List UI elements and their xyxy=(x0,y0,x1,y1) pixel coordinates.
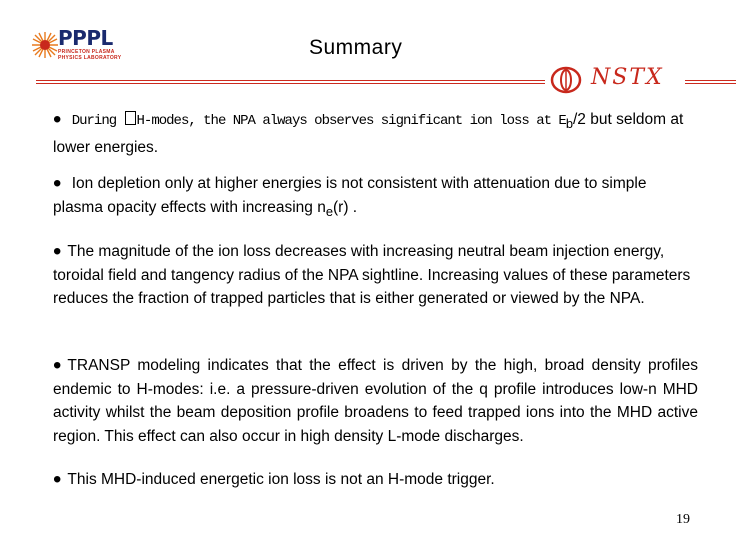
bullet-2-text: Ion depletion only at higher energies is not consistent with attenuation due to simple plasma opacity effects with increasing n xyxy=(53,175,647,216)
bullet-item-2 xyxy=(53,172,698,223)
pppl-logo-subtext-1: PRINCETON PLASMA xyxy=(58,49,115,55)
bullet-1-text-suffix: /2 but seldom at lower energies. xyxy=(53,111,684,156)
nstx-logo-text: NSTX xyxy=(591,65,664,90)
bullet-2-subscript: e xyxy=(325,203,334,219)
missing-glyph-icon xyxy=(125,111,136,125)
nstx-emblem-icon xyxy=(549,65,583,95)
bullet-item-1 xyxy=(53,108,698,159)
pppl-logo-text: PPPL xyxy=(58,26,113,50)
starburst-icon xyxy=(30,30,60,60)
bullet-dot: • xyxy=(53,466,62,493)
bullet-item-4 xyxy=(53,354,698,448)
bullet-2-text-suffix: (r) . xyxy=(333,198,358,216)
bullet-4-text: TRANSP modeling indicates that the effect is driven by the high, broad density profiles endemic to H-modes: i.e. a pressure-driven evolution of the q profile introduces low-n MHD activity whilst the beam deposition profile broadens to feed trapped ions into the MHD active region. This effect can also occur in high density L-mode discharges. xyxy=(53,357,698,445)
bullet-dot: • xyxy=(53,352,62,379)
bullet-dot: • xyxy=(53,170,62,197)
bullet-1-subscript: b xyxy=(565,116,573,132)
bullet-item-5 xyxy=(53,468,698,492)
bullet-5-text: This MHD-induced energetic ion loss is not an H-mode trigger. xyxy=(67,471,495,488)
slide-title: Summary xyxy=(309,36,403,59)
bullet-1-text-main: H-modes, the NPA always observes significant ion loss at E xyxy=(136,113,566,129)
pppl-logo-subtext-2: PHYSICS LABORATORY xyxy=(58,55,122,61)
bullet-3-text: The magnitude of the ion loss decreases with increasing neutral beam injection energy, toroidal field and tangency radius of the NPA sightline. Increasing values of these parameters reduces the fraction of trapped particles that is either generated or viewed by the NPA. xyxy=(53,243,691,307)
pppl-logo xyxy=(30,24,130,66)
bullet-1-text-prefix: During xyxy=(71,113,124,129)
bullet-dot: • xyxy=(53,106,62,133)
bullet-item-3 xyxy=(53,240,698,311)
bullet-dot: • xyxy=(53,238,62,265)
page-number: 19 xyxy=(676,512,690,527)
nstx-logo xyxy=(545,64,685,96)
